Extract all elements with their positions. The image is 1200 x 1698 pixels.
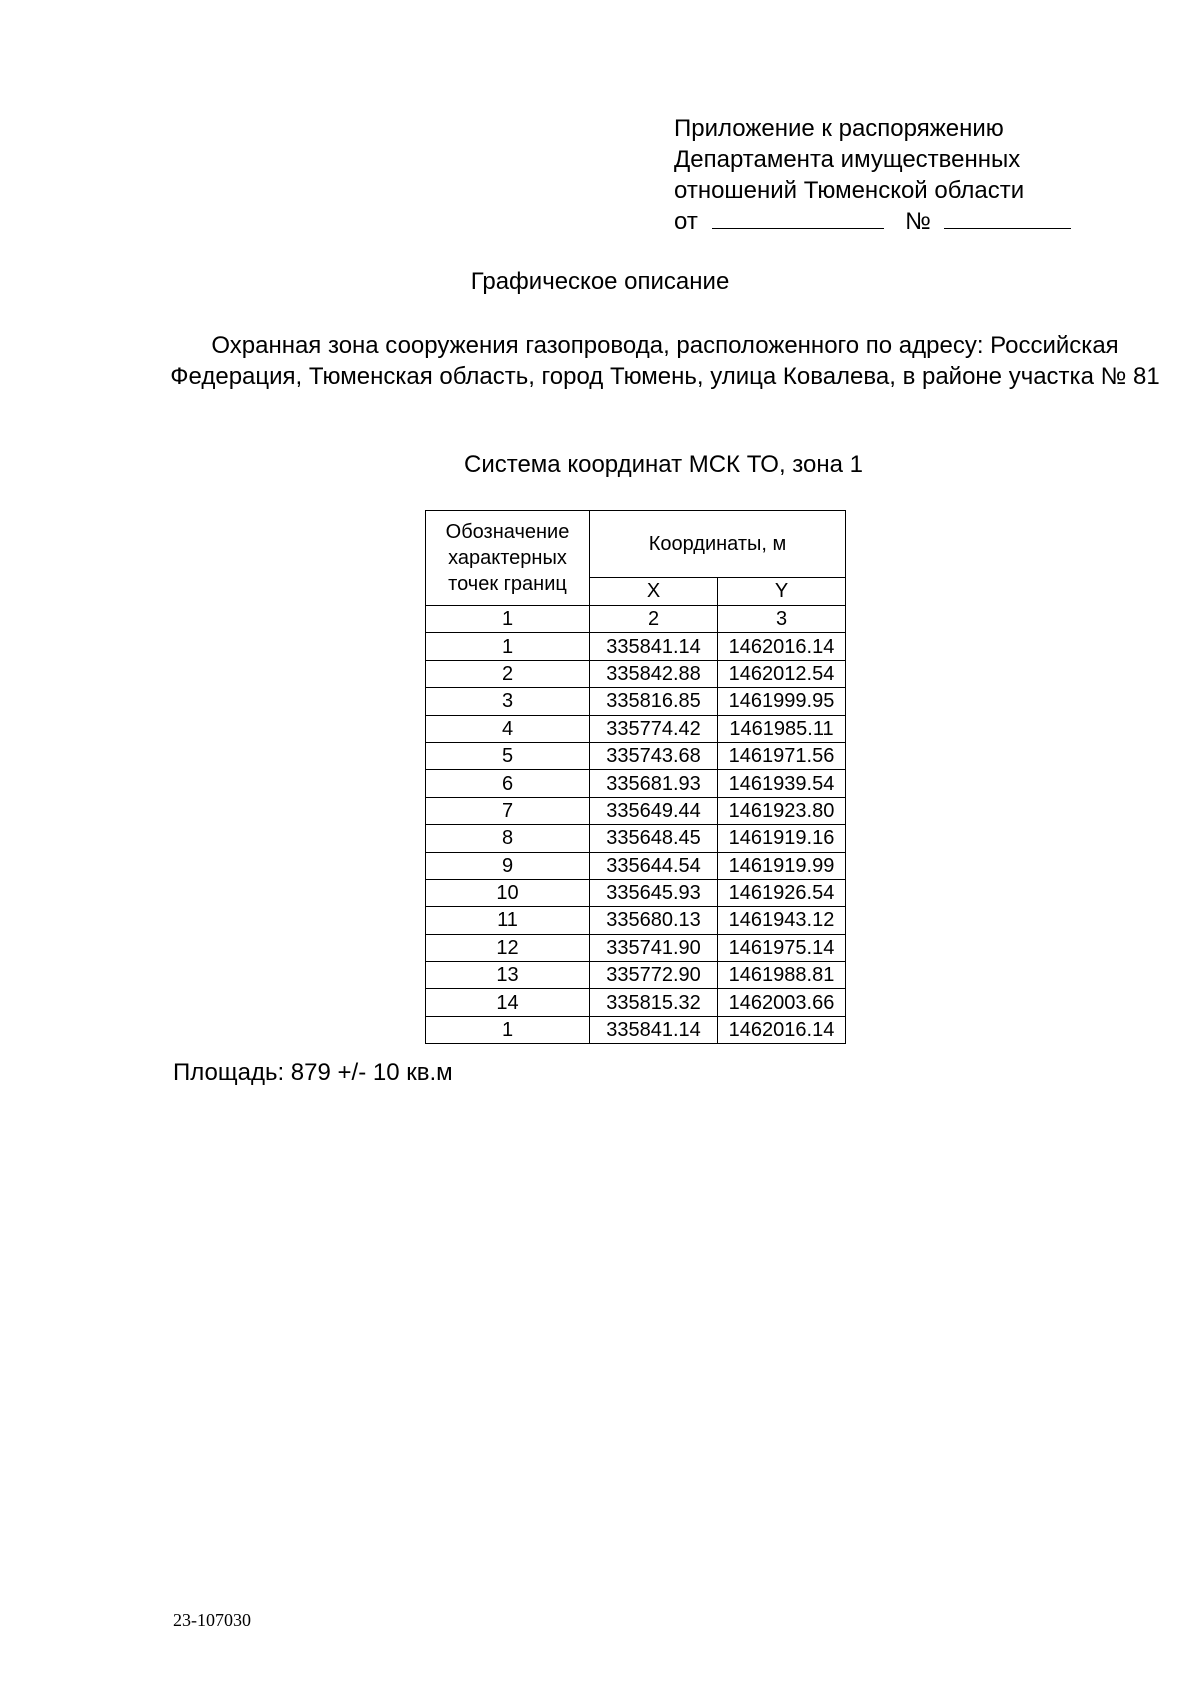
- x-cell: 335645.93: [590, 879, 718, 906]
- x-cell: 335774.42: [590, 715, 718, 742]
- x-cell: 335842.88: [590, 660, 718, 687]
- point-cell: 13: [426, 962, 590, 989]
- y-cell: 1461975.14: [718, 934, 846, 961]
- y-cell: 1461985.11: [718, 715, 846, 742]
- number-blank: [944, 208, 1071, 229]
- appendix-line-3: отношений Тюменской области: [674, 177, 1025, 204]
- area-label: Площадь: 879 +/- 10 кв.м: [173, 1059, 453, 1086]
- date-blank: [712, 208, 884, 229]
- table-row: [426, 852, 846, 879]
- y-cell: 1461939.54: [718, 770, 846, 797]
- table-row: [426, 797, 846, 824]
- point-cell: 9: [426, 852, 590, 879]
- x-cell: 335649.44: [590, 797, 718, 824]
- column-number-2: 2: [590, 606, 718, 633]
- table-row: [426, 742, 846, 769]
- point-cell: 7: [426, 797, 590, 824]
- x-cell: 335743.68: [590, 742, 718, 769]
- point-cell: 1: [426, 1016, 590, 1043]
- point-cell: 2: [426, 660, 590, 687]
- table-row: [426, 934, 846, 961]
- point-cell: 5: [426, 742, 590, 769]
- y-cell: 1461919.99: [718, 852, 846, 879]
- x-cell: 335772.90: [590, 962, 718, 989]
- x-cell: 335816.85: [590, 688, 718, 715]
- point-cell: 4: [426, 715, 590, 742]
- appendix-line-1: Приложение к распоряжению: [674, 115, 1004, 142]
- y-cell: 1461919.16: [718, 825, 846, 852]
- point-cell: 3: [426, 688, 590, 715]
- y-cell: 1462003.66: [718, 989, 846, 1016]
- document-subject: Охранная зона сооружения газопровода, расположенного по адресу: Российская Федерация, Тюменская область, город Тюмень, улица Ковалева, в районе участка № 81: [170, 332, 1160, 390]
- y-cell: 1462016.14: [718, 1016, 846, 1043]
- x-cell: 335815.32: [590, 989, 718, 1016]
- table-row: [426, 879, 846, 906]
- y-cell: 1461988.81: [718, 962, 846, 989]
- table-row: [426, 688, 846, 715]
- point-cell: 10: [426, 879, 590, 906]
- x-cell: 335841.14: [590, 1016, 718, 1043]
- column-number-3: 3: [718, 606, 846, 633]
- y-cell: 1462016.14: [718, 633, 846, 660]
- from-label: от: [674, 208, 698, 235]
- y-cell: 1461926.54: [718, 879, 846, 906]
- appendix-date-number-line: [674, 206, 1071, 237]
- table-row: [426, 825, 846, 852]
- table-row: [426, 1016, 846, 1043]
- table-row: [426, 770, 846, 797]
- x-cell: 335644.54: [590, 852, 718, 879]
- table-row: [426, 715, 846, 742]
- y-cell: 1461999.95: [718, 688, 846, 715]
- table-row: [426, 660, 846, 687]
- x-cell: 335841.14: [590, 633, 718, 660]
- appendix-line-2: Департамента имущественных: [674, 146, 1021, 173]
- point-cell: 1: [426, 633, 590, 660]
- table-row: [426, 989, 846, 1016]
- y-cell: 1461971.56: [718, 742, 846, 769]
- point-cell: 11: [426, 907, 590, 934]
- x-cell: 335741.90: [590, 934, 718, 961]
- point-cell: 6: [426, 770, 590, 797]
- header-y: Y: [718, 577, 846, 605]
- point-cell: 14: [426, 989, 590, 1016]
- header-x: X: [590, 577, 718, 605]
- y-cell: 1462012.54: [718, 660, 846, 687]
- column-number-1: 1: [426, 606, 590, 633]
- y-cell: 1461923.80: [718, 797, 846, 824]
- header-coordinates: Координаты, м: [590, 511, 846, 578]
- appendix-header: [674, 113, 1071, 237]
- x-cell: 335648.45: [590, 825, 718, 852]
- coordinate-system: Система координат МСК ТО, зона 1: [464, 451, 863, 478]
- point-cell: 12: [426, 934, 590, 961]
- document-title: Графическое описание: [470, 268, 730, 295]
- x-cell: 335680.13: [590, 907, 718, 934]
- header-designation: Обозначение характерных точек границ: [426, 511, 590, 606]
- table-row: [426, 633, 846, 660]
- y-cell: 1461943.12: [718, 907, 846, 934]
- number-label: №: [905, 208, 931, 235]
- point-cell: 8: [426, 825, 590, 852]
- coordinates-table: [425, 510, 846, 1044]
- x-cell: 335681.93: [590, 770, 718, 797]
- table-row: [426, 962, 846, 989]
- document-number: 23-107030: [173, 1610, 251, 1630]
- table-row: [426, 907, 846, 934]
